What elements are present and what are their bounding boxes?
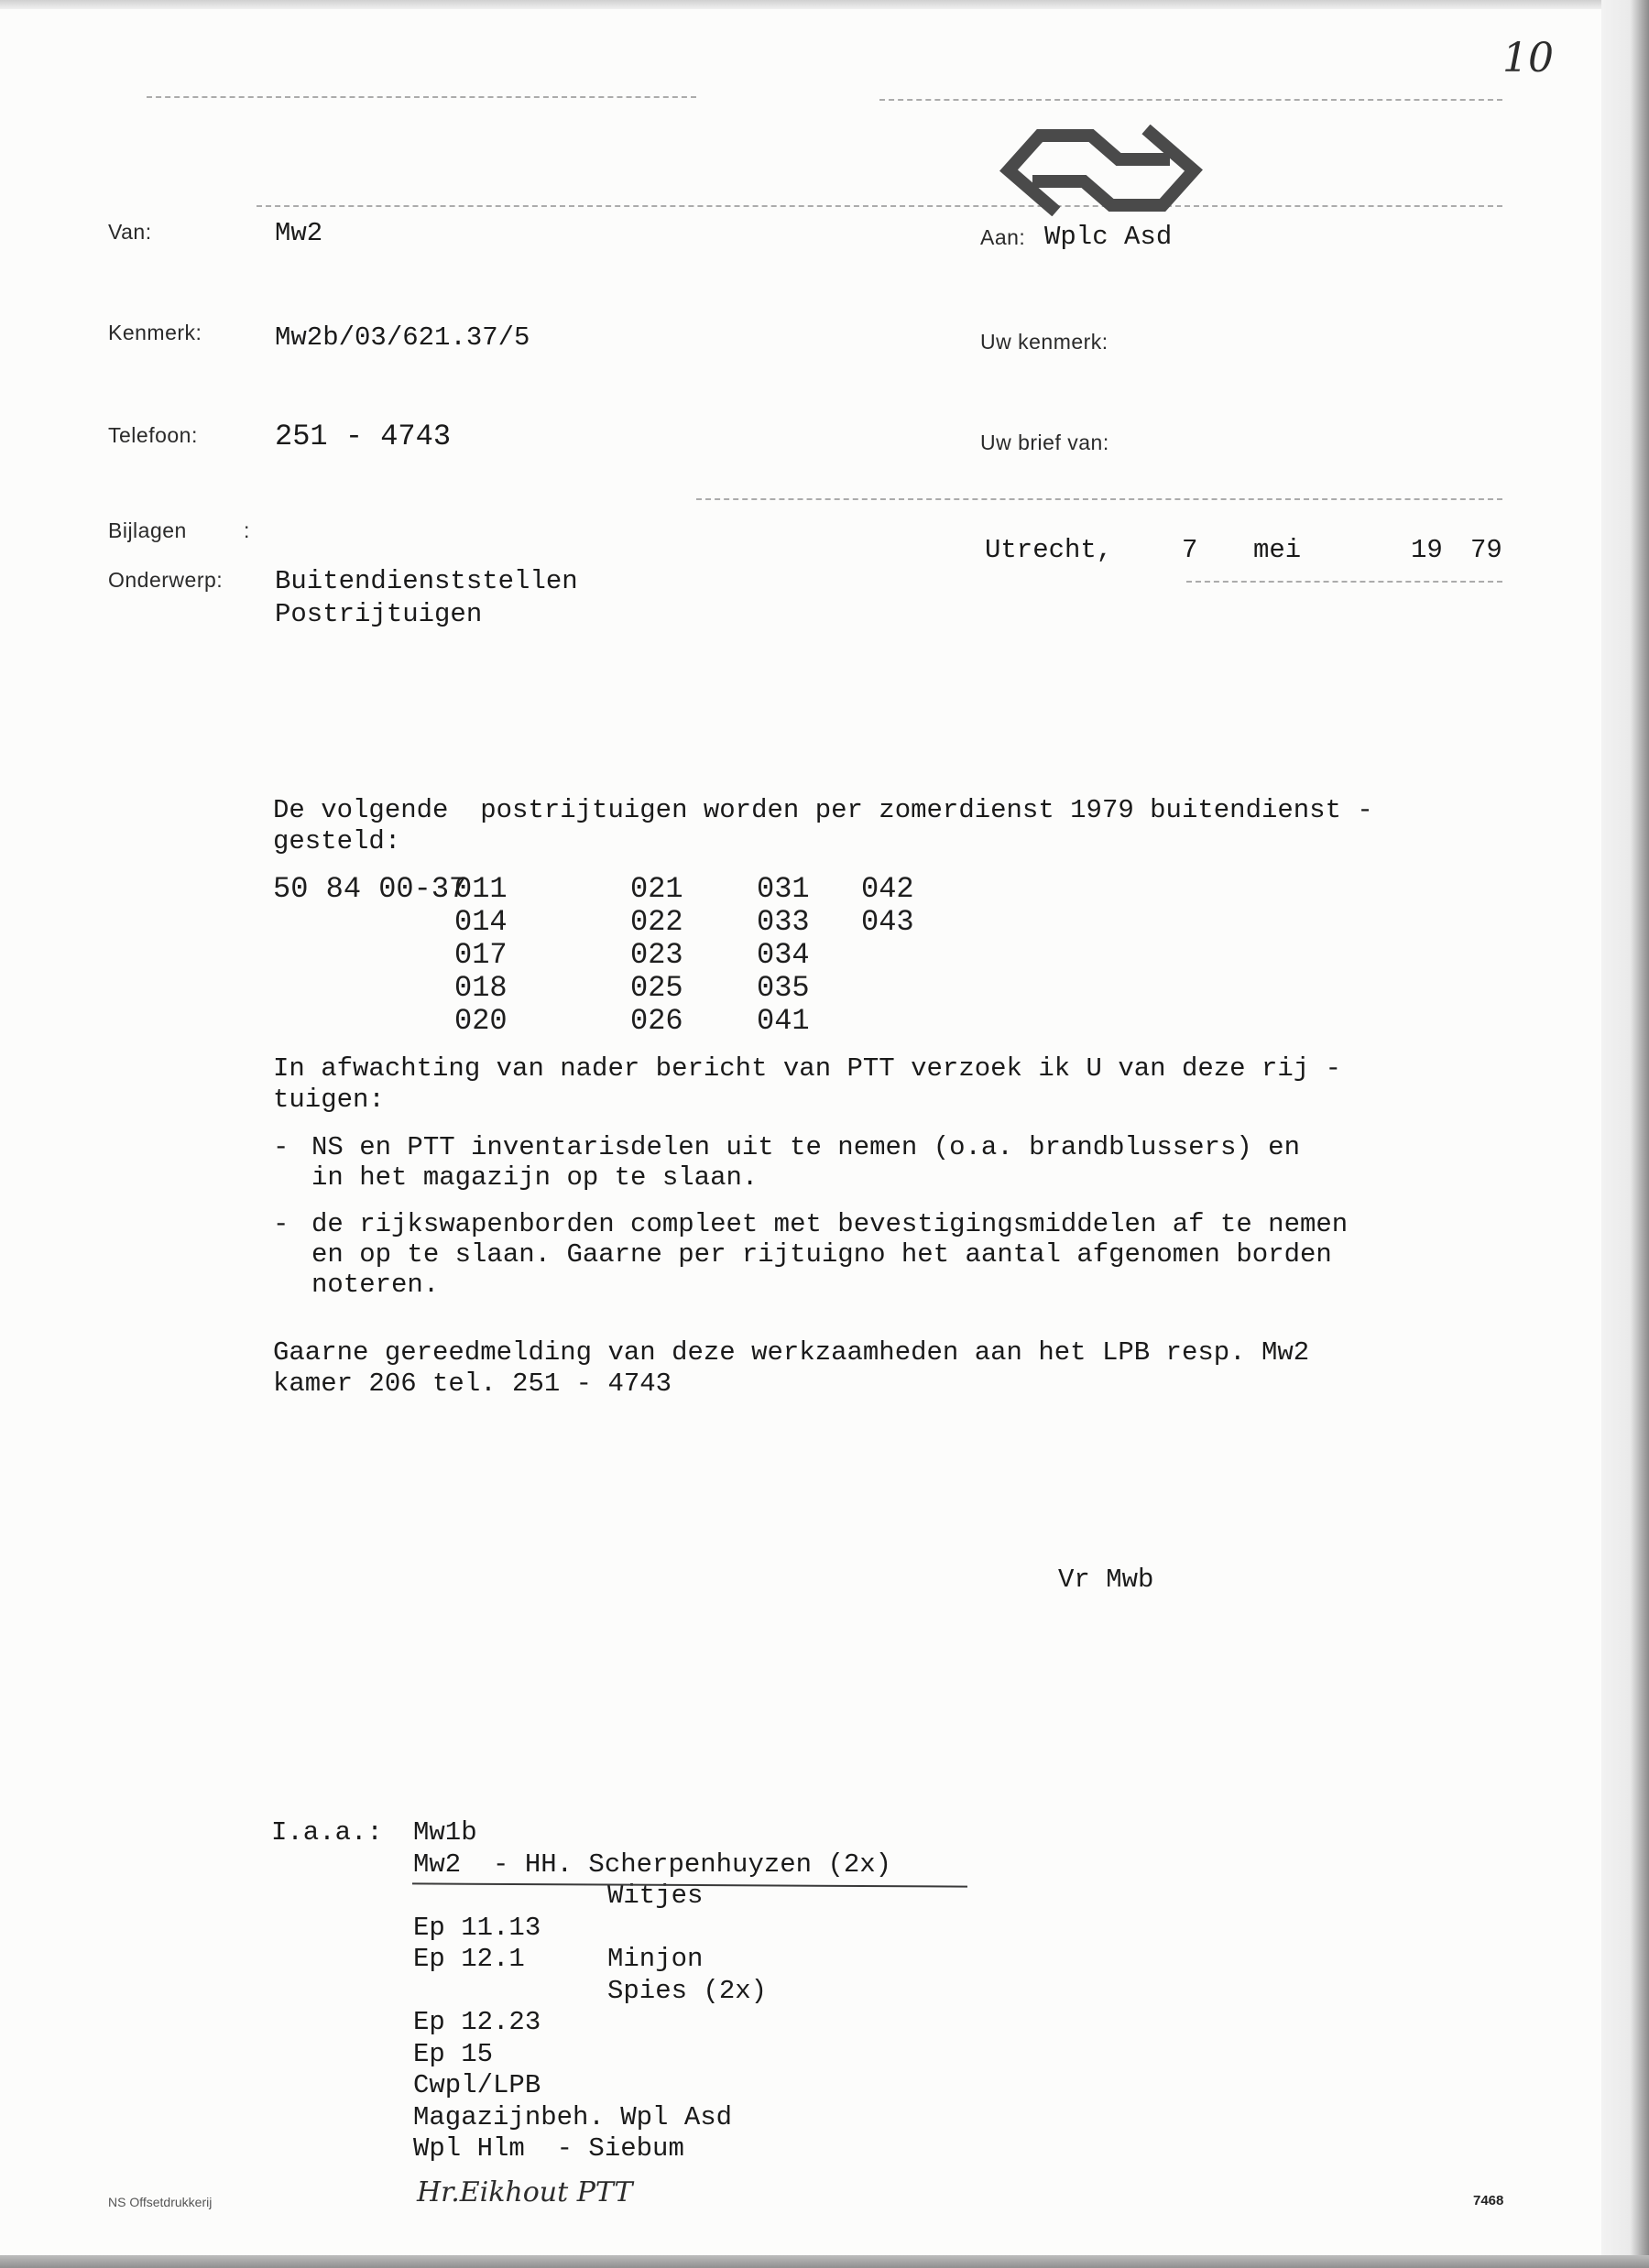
distribution-recipient: Ep 15 — [413, 2038, 494, 2069]
kenmerk-value: Mw2b/03/621.37/5 — [275, 322, 530, 353]
intro-line-1: De volgende postrijtuigen worden per zomerdienst 1979 buitendienst - — [273, 795, 1373, 825]
date-rule-above — [696, 498, 1502, 500]
vehicle-prefix-number: 50 84 00-37 — [273, 872, 467, 906]
letterhead-rule-bottom — [257, 205, 1502, 207]
scan-bottom-edge — [0, 2255, 1649, 2268]
date-place: Utrecht, — [985, 535, 1113, 565]
closing-line-2: kamer 206 tel. 251 - 4743 — [273, 1368, 672, 1399]
distribution-recipient: Mw1b — [413, 1817, 477, 1848]
bijlagen-label: Bijlagen — [108, 518, 187, 542]
kenmerk-label: Kenmerk: — [108, 321, 202, 344]
distribution-recipient-name: Minjon — [607, 1944, 704, 1974]
vehicle-number: 021 — [630, 872, 683, 906]
vehicle-number: 034 — [757, 938, 810, 972]
scan-right-edge — [1601, 0, 1649, 2268]
distribution-recipient: Ep 12.23 — [413, 2007, 541, 2037]
onderwerp-line-1: Buitendienststellen — [275, 566, 578, 596]
vehicle-number: 033 — [757, 905, 810, 939]
vehicle-number: 011 — [454, 872, 508, 906]
uw-kenmerk-label: Uw kenmerk: — [980, 330, 1108, 354]
bijlagen-colon: : — [244, 518, 250, 542]
aan-value: Wplc Asd — [1044, 222, 1173, 252]
telefoon-label: Telefoon: — [108, 423, 198, 447]
van-label: Van: — [108, 220, 152, 244]
ns-logo — [980, 108, 1205, 221]
handwritten-page-number: 10 — [1502, 35, 1554, 82]
aan-label: Aan: — [980, 225, 1026, 249]
printer-imprint: NS Offsetdrukkerij — [108, 2195, 213, 2209]
vehicle-number: 018 — [454, 971, 508, 1005]
vehicle-number: 026 — [630, 1004, 683, 1038]
distribution-recipient: Magazijnbeh. Wpl Asd — [413, 2101, 733, 2132]
distribution-recipient: Mw2 - HH. Scherpenhuyzen (2x) — [413, 1848, 892, 1880]
vehicle-number: 031 — [757, 872, 810, 906]
request-line-2: tuigen: — [273, 1085, 385, 1115]
vehicle-number: 035 — [757, 971, 810, 1005]
distribution-label: I.a.a.: — [271, 1817, 383, 1848]
van-value: Mw2 — [275, 218, 323, 248]
date-rule-below — [1186, 581, 1502, 583]
form-number: 7468 — [1473, 2193, 1504, 2208]
vehicle-number: 023 — [630, 938, 683, 972]
handwritten-addition: Hr.Eikhout PTT — [417, 2176, 633, 2208]
distribution-recipient-name: Witjes — [607, 1881, 704, 1911]
vehicle-number: 043 — [861, 905, 914, 939]
vehicle-number: 022 — [630, 905, 683, 939]
letterhead-rule-top-right — [879, 99, 1502, 101]
distribution-recipient: Cwpl/LPB — [413, 2070, 541, 2100]
bullet-text: de rijkswapenborden compleet met bevestigingsmiddelen af te nemen en op te slaan. Gaarne per rijtuigno het aantal afgenomen borden noteren. — [311, 1209, 1349, 1300]
closing-line-1: Gaarne gereedmelding van deze werkzaamheden aan het LPB resp. Mw2 — [273, 1337, 1310, 1368]
distribution-recipient: Wpl Hlm - Siebum — [413, 2133, 684, 2164]
vehicle-number: 042 — [861, 872, 914, 906]
intro-line-2: gesteld: — [273, 826, 401, 856]
distribution-recipient-name: Spies (2x) — [607, 1975, 768, 2006]
onderwerp-label: Onderwerp: — [108, 568, 224, 592]
vehicle-number: 017 — [454, 938, 508, 972]
ns-logo-icon — [998, 125, 1205, 216]
distribution-recipient: Ep 12.1 — [413, 1944, 525, 1974]
date-day: 7 — [1182, 535, 1198, 565]
bullet-dash: - — [273, 1209, 289, 1239]
vehicle-number: 014 — [454, 905, 508, 939]
uw-brief-van-label: Uw brief van: — [980, 431, 1109, 454]
bullet-dash: - — [273, 1132, 289, 1162]
bullet-text: NS en PTT inventarisdelen uit te nemen (o.a. brandblussers) en in het magazijn op te slaan. — [311, 1132, 1300, 1193]
distribution-recipient: Ep 11.13 — [413, 1912, 541, 1943]
vehicle-number: 041 — [757, 1004, 810, 1038]
vehicle-number: 020 — [454, 1004, 508, 1038]
scan-top-edge — [0, 0, 1649, 9]
date-year-suffix: 79 — [1470, 535, 1502, 565]
request-line-1: In afwachting van nader bericht van PTT verzoek ik U van deze rij - — [273, 1053, 1341, 1084]
date-month: mei — [1253, 535, 1302, 565]
onderwerp-line-2: Postrijtuigen — [275, 599, 483, 629]
vehicle-number: 025 — [630, 971, 683, 1005]
letterhead-rule-top-left — [147, 96, 696, 98]
signature: Vr Mwb — [1058, 1565, 1154, 1595]
date-year-prefix: 19 — [1411, 535, 1443, 565]
telefoon-value: 251 - 4743 — [275, 420, 452, 453]
